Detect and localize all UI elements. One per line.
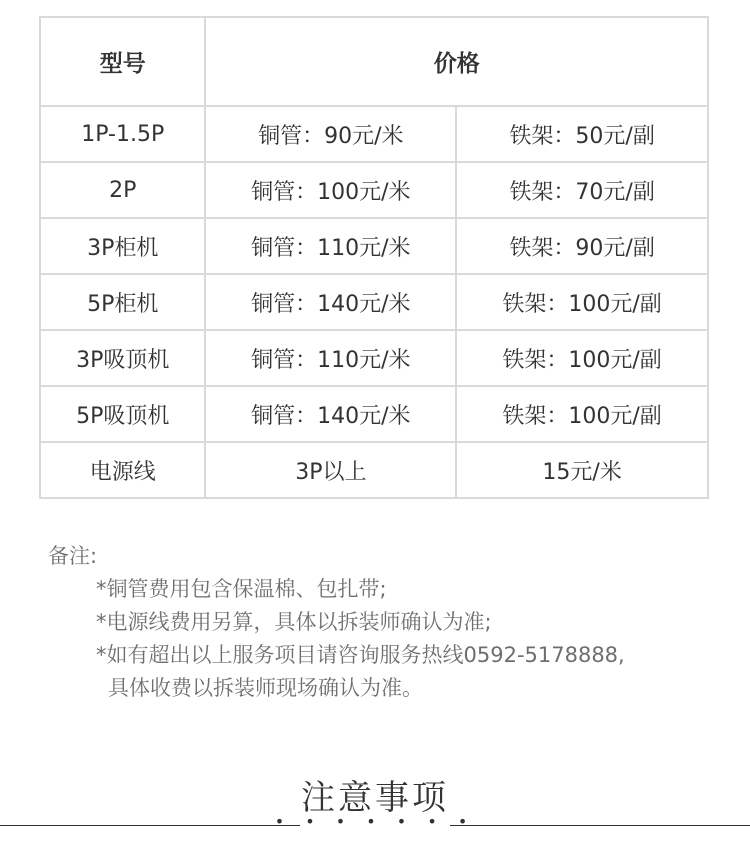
cell-copper-price: 铜管：140元/米 (205, 386, 456, 442)
header-price: 价格 (205, 17, 708, 106)
note-continuation: 具体收费以拆装师现场确认为准。 (108, 676, 423, 700)
cell-copper-price: 铜管：90元/米 (205, 106, 456, 162)
cell-bracket-price: 铁架：100元/副 (456, 330, 708, 386)
table-row (40, 386, 708, 442)
cell-power-cable-price: 15元/米 (456, 442, 708, 498)
cell-copper-price: 铜管：140元/米 (205, 274, 456, 330)
cell-copper-price: 铜管：100元/米 (205, 162, 456, 218)
note-line: *电源线费用另算，具体以拆装师确认为准; (96, 610, 492, 634)
cell-power-cable-scope: 3P以上 (205, 442, 456, 498)
cell-bracket-price: 铁架：50元/副 (456, 106, 708, 162)
section-title: 注意事项 (301, 778, 449, 818)
cell-copper-price: 铜管：110元/米 (205, 330, 456, 386)
cell-bracket-price: 铁架：90元/副 (456, 218, 708, 274)
cell-model: 5P柜机 (40, 274, 205, 330)
cell-bracket-price: 铁架：100元/副 (456, 386, 708, 442)
table-header-row (40, 17, 708, 106)
cell-model: 2P (40, 162, 205, 218)
decorative-dots: • • • • • • • (274, 812, 476, 831)
cell-copper-price: 铜管：110元/米 (205, 218, 456, 274)
cell-bracket-price: 铁架：70元/副 (456, 162, 708, 218)
header-model: 型号 (40, 17, 205, 106)
table-row (40, 442, 708, 498)
cell-model: 电源线 (40, 442, 205, 498)
table-row (40, 274, 708, 330)
cell-model: 3P吸顶机 (40, 330, 205, 386)
cell-model: 1P-1.5P (40, 106, 205, 162)
cell-bracket-price: 铁架：100元/副 (456, 274, 708, 330)
note-line: *铜管费用包含保温棉、包扎带; (96, 577, 387, 601)
table-row (40, 330, 708, 386)
table-row (40, 162, 708, 218)
notes-block (48, 540, 625, 705)
cell-model: 5P吸顶机 (40, 386, 205, 442)
notes-title: 备注: (48, 544, 98, 568)
table-row (40, 218, 708, 274)
price-table (39, 16, 709, 499)
note-line: *如有超出以上服务项目请咨询服务热线0592-5178888, (96, 643, 625, 667)
cell-model: 3P柜机 (40, 218, 205, 274)
table-row (40, 106, 708, 162)
